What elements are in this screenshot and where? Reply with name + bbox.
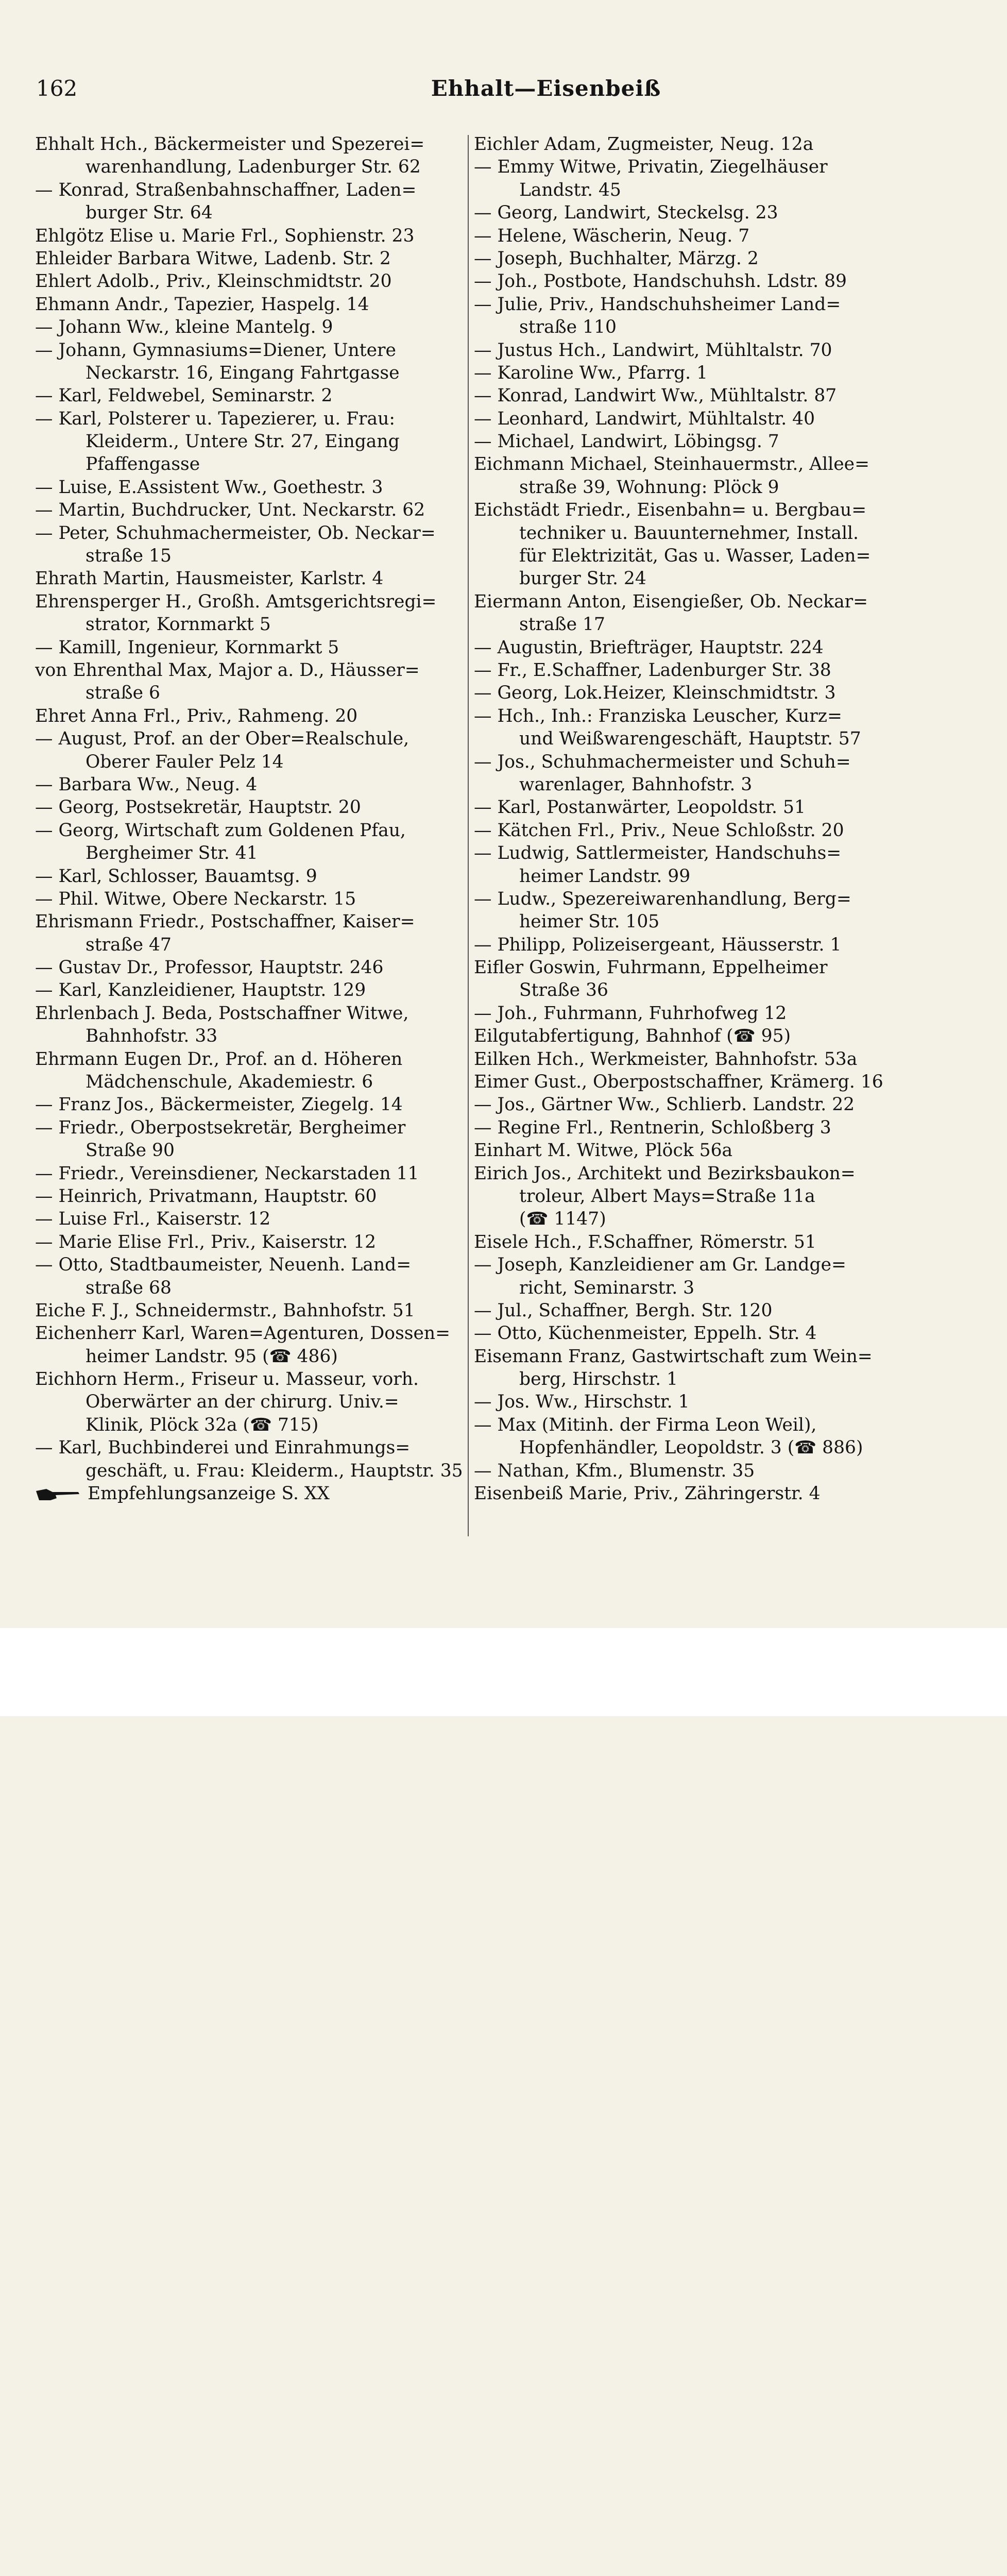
entry-line: Ehlert Adolb., Priv., Kleinschmidtstr. 20 [35,271,392,292]
directory-entry [35,179,467,225]
directory-entry [474,1048,917,1071]
directory-entry [35,316,467,338]
entry-line: — Augustin, Briefträger, Hauptstr. 224 [474,637,824,658]
entry-line: Ehlgötz Elise u. Marie Frl., Sophienstr. 23 [35,225,415,246]
entry-line: Eichler Adam, Zugmeister, Neug. 12a [474,134,814,155]
entry-line: — Nathan, Kfm., Blumenstr. 35 [474,1460,755,1481]
entry-line: — Georg, Landwirt, Steckelsg. 23 [474,202,778,224]
directory-entry [474,1116,917,1139]
directory-entry [35,659,467,705]
entry-line: — Friedr., Oberpostsekretär, Bergheimer [35,1117,406,1138]
directory-entry [474,133,917,156]
entry-line: — Franz Jos., Bäckermeister, Ziegelg. 14 [35,1094,403,1115]
directory-entry [35,590,467,636]
entry-line: Ehrmann Eugen Dr., Prof. an d. Höheren [35,1048,403,1070]
entry-continuation-line: Klinik, Plöck 32a (☎ 715) [86,1414,319,1435]
entry-line: — Jos., Gärtner Ww., Schlierb. Landstr. 22 [474,1094,855,1115]
entry-continuation-line: berg, Hirschstr. 1 [519,1369,678,1390]
directory-entry [35,888,467,910]
entry-continuation-line: burger Str. 24 [519,568,646,589]
page-number: 162 [36,76,78,101]
entry-continuation-line: Oberer Fauler Pelz 14 [86,751,284,772]
entry-line: — Johann Ww., kleine Mantelg. 9 [35,317,333,338]
directory-entry [474,682,917,704]
directory-entry [474,362,917,384]
entry-line: Eisele Hch., F.Schaffner, Römerstr. 51 [474,1231,816,1252]
directory-entry [35,567,467,590]
entry-line: — Joseph, Buchhalter, Märzg. 2 [474,248,759,269]
entry-line: — Max (Mitinh. der Firma Leon Weil), [474,1414,817,1435]
directory-entry [35,865,467,888]
directory-entry [35,796,467,819]
entry-line: — Justus Hch., Landwirt, Mühltalstr. 70 [474,340,832,361]
directory-entry [35,956,467,979]
directory-entry [35,1208,467,1230]
entry-line: Eisenbeiß Marie, Priv., Zähringerstr. 4 [474,1483,821,1504]
entry-line: — Johann, Gymnasiums=Diener, Untere [35,340,396,361]
entry-continuation-line: straße 6 [86,683,161,704]
directory-entry [474,225,917,247]
entry-continuation-line: Landstr. 45 [519,179,621,200]
entry-line: — Jos., Schuhmachermeister und Schuh= [474,751,851,772]
entry-continuation-line: heimer Str. 105 [519,911,660,933]
directory-entry [35,1299,467,1322]
directory-entry [35,225,467,247]
entry-line: — Kätchen Frl., Priv., Neue Schloßstr. 20 [474,820,844,841]
directory-entry [474,819,917,842]
directory-entry [474,1071,917,1093]
directory-entry [474,1025,917,1047]
entry-line: Ehhalt Hch., Bäckermeister und Spezerei= [35,134,425,155]
directory-entry [474,659,917,682]
directory-entry [35,1185,467,1208]
directory-entry [35,1436,467,1482]
directory-entry [35,1048,467,1094]
directory-entry [35,339,467,385]
entry-line: — Konrad, Landwirt Ww., Mühltalstr. 87 [474,385,837,406]
entry-continuation-line: straße 47 [86,934,172,955]
directory-entry [35,247,467,270]
directory-entry [35,1162,467,1185]
entry-line: Eimer Gust., Oberpostschaffner, Krämerg. 16 [474,1072,883,1093]
entry-line: — Otto, Stadtbaumeister, Neuenh. Land= [35,1255,412,1276]
column-divider [468,135,469,1536]
entry-line: — Karl, Buchbinderei und Einrahmungs= [35,1437,411,1459]
directory-entry [474,293,917,339]
entry-line: Eichmann Michael, Steinhauermstr., Allee= [474,454,869,475]
entry-continuation-line: heimer Landstr. 95 (☎ 486) [86,1346,338,1367]
entry-line: — Karl, Postanwärter, Leopoldstr. 51 [474,797,806,818]
entry-continuation-line: straße 110 [519,317,617,338]
directory-entry [35,476,467,499]
directory-entry [35,1231,467,1253]
entry-line: — Georg, Postsekretär, Hauptstr. 20 [35,797,361,818]
directory-entry [35,636,467,659]
entry-continuation-line: (☎ 1147) [519,1209,606,1230]
directory-entry [474,842,917,888]
entry-continuation-line: troleur, Albert Mays=Straße 11a [519,1185,815,1207]
directory-entry [474,270,917,293]
entry-line: Eiche F. J., Schneidermstr., Bahnhofstr. 51 [35,1300,415,1321]
entry-line: — Emmy Witwe, Privatin, Ziegelhäuser [474,157,828,178]
directory-entry [474,1299,917,1322]
directory-entry [35,133,467,179]
entry-line: Einhart M. Witwe, Plöck 56a [474,1140,733,1161]
directory-entry [474,590,917,636]
entry-line: — Otto, Küchenmeister, Eppelh. Str. 4 [474,1323,817,1344]
directory-entry [35,1002,467,1048]
entry-line: Ehrensperger H., Großh. Amtsgerichtsregi= [35,591,437,612]
entry-line: — Friedr., Vereinsdiener, Neckarstaden 11 [35,1163,419,1184]
entry-line: — Philipp, Polizeisergeant, Häusserstr. 1 [474,934,842,955]
entry-line: — Karl, Schlosser, Bauamtsg. 9 [35,866,317,887]
directory-entry [474,247,917,270]
entry-continuation-line: Hopfenhändler, Leopoldstr. 3 (☎ 886) [519,1437,863,1459]
directory-entry [474,339,917,362]
entry-line: — Karl, Polsterer u. Tapezierer, u. Frau: [35,408,395,429]
entry-continuation-line: und Weißwarengeschäft, Hauptstr. 57 [519,728,861,750]
entry-continuation-line: straße 15 [86,546,172,567]
entry-continuation-line: Oberwärter an der chirurg. Univ.= [86,1392,399,1413]
directory-entry [35,979,467,1002]
entry-line: Ehrlenbach J. Beda, Postschaffner Witwe, [35,1003,409,1024]
directory-entry [474,1345,917,1391]
directory-entry [474,156,917,201]
directory-entry [35,408,467,476]
entry-line: — Joh., Fuhrmann, Fuhrhofweg 12 [474,1003,787,1024]
entry-line: — Barbara Ww., Neug. 4 [35,774,258,795]
entry-line: — Regine Frl., Rentnerin, Schloßberg 3 [474,1117,831,1138]
entry-line: Eichenherr Karl, Waren=Agenturen, Dossen= [35,1323,451,1344]
entry-line: — Heinrich, Privatmann, Hauptstr. 60 [35,1185,377,1207]
directory-entry [474,499,917,590]
right-column [474,133,917,1505]
entry-continuation-line: warenhandlung, Ladenburger Str. 62 [86,157,421,178]
entry-continuation-line: geschäft, u. Frau: Kleiderm., Hauptstr. 35 [86,1460,463,1481]
entry-line: — Kamill, Ingenieur, Kornmarkt 5 [35,637,339,658]
entry-continuation-line: Kleiderm., Untere Str. 27, Eingang [86,431,400,452]
directory-entry [474,1460,917,1482]
advertisement-reference [35,1482,467,1505]
entry-continuation-line: Bahnhofstr. 33 [86,1026,218,1047]
entry-line: — Helene, Wäscherin, Neug. 7 [474,225,750,246]
directory-entry [474,1391,917,1413]
entry-line: — Ludwig, Sattlermeister, Handschuhs= [474,843,842,864]
entry-line: — Julie, Priv., Handschuhsheimer Land= [474,294,841,315]
entry-line: — Georg, Lok.Heizer, Kleinschmidtstr. 3 [474,683,836,704]
entry-line: — Luise Frl., Kaiserstr. 12 [35,1209,271,1230]
entry-line: — Leonhard, Landwirt, Mühltalstr. 40 [474,408,815,429]
entry-line: — Karl, Kanzleidiener, Hauptstr. 129 [35,980,366,1001]
entry-continuation-line: für Elektrizität, Gas u. Wasser, Laden= [519,546,871,567]
directory-entry [474,1139,917,1162]
entry-line: — August, Prof. an der Ober=Realschule, [35,728,409,750]
directory-entry [35,910,467,956]
directory-entry [474,384,917,407]
entry-continuation-line: heimer Landstr. 99 [519,866,691,887]
entry-continuation-line: strator, Kornmarkt 5 [86,614,271,635]
entry-line: Eiermann Anton, Eisengießer, Ob. Neckar= [474,591,868,612]
page-footer [0,1628,1007,1716]
entry-line: Ehrismann Friedr., Postschaffner, Kaiser= [35,911,415,933]
entry-continuation-line: techniker u. Bauunternehmer, Install. [519,522,859,544]
entry-line: Eichhorn Herm., Friseur u. Masseur, vorh. [35,1369,419,1390]
directory-entry [474,1322,917,1345]
directory-entry [35,293,467,316]
entry-line: — Karl, Feldwebel, Seminarstr. 2 [35,385,333,406]
entry-line: Ehleider Barbara Witwe, Ladenb. Str. 2 [35,248,391,269]
directory-entry [35,1322,467,1368]
entry-line: Eichstädt Friedr., Eisenbahn= u. Bergbau= [474,500,867,521]
directory-entry [35,1253,467,1299]
directory-entry [35,727,467,773]
directory-entry [35,705,467,727]
entry-line: — Phil. Witwe, Obere Neckarstr. 15 [35,888,356,909]
left-column [35,133,467,1505]
directory-entry [474,1093,917,1116]
directory-entry [474,934,917,956]
entry-line: — Konrad, Straßenbahnschaffner, Laden= [35,179,417,200]
entry-continuation-line: warenlager, Bahnhofstr. 3 [519,774,753,795]
entry-line: — Ludw., Spezereiwarenhandlung, Berg= [474,888,851,909]
entry-continuation-line: straße 39, Wohnung: Plöck 9 [519,477,779,498]
entry-continuation-line: Straße 90 [86,1140,175,1161]
directory-entry [35,522,467,568]
directory-entry [474,1162,917,1231]
pointing-hand-icon [35,1487,80,1502]
directory-entry [474,201,917,224]
entry-line: — Georg, Wirtschaft zum Goldenen Pfau, [35,820,406,841]
directory-entry [474,1482,917,1505]
entry-continuation-line: richt, Seminarstr. 3 [519,1277,695,1298]
entry-line: — Fr., E.Schaffner, Ladenburger Str. 38 [474,659,831,681]
directory-entry [35,499,467,521]
entry-line: — Joseph, Kanzleidiener am Gr. Landge= [474,1255,846,1276]
directory-entry [474,796,917,819]
entry-line: — Jos. Ww., Hirschstr. 1 [474,1392,690,1413]
advertisement-reference-text: Empfehlungsanzeige S. XX [88,1483,330,1504]
directory-entry [35,384,467,407]
directory-entry [474,1253,917,1299]
entry-line: — Martin, Buchdrucker, Unt. Neckarstr. 62 [35,500,425,521]
directory-entry [35,1116,467,1162]
entry-continuation-line: straße 17 [519,614,605,635]
entry-line: — Karoline Ww., Pfarrg. 1 [474,362,708,383]
directory-entry [474,1231,917,1253]
entry-continuation-line: Straße 36 [519,980,608,1001]
entry-line: von Ehrenthal Max, Major a. D., Häusser= [35,659,420,681]
entry-continuation-line: Pfaffengasse [86,454,200,475]
entry-line: — Jul., Schaffner, Bergh. Str. 120 [474,1300,773,1321]
directory-entry [35,270,467,293]
directory-entry [474,430,917,453]
directory-entry [35,773,467,796]
entry-continuation-line: Mädchenschule, Akademiestr. 6 [86,1072,373,1093]
entry-line: Ehret Anna Frl., Priv., Rahmeng. 20 [35,705,358,726]
directory-entry [474,956,917,1002]
running-title: Ehhalt—Eisenbeiß [431,76,661,101]
directory-entry [474,1002,917,1025]
entry-continuation-line: Bergheimer Str. 41 [86,843,258,864]
entry-line: — Peter, Schuhmachermeister, Ob. Neckar= [35,522,436,544]
directory-entry [474,705,917,751]
entry-line: — Luise, E.Assistent Ww., Goethestr. 3 [35,477,383,498]
directory-entry [474,408,917,430]
directory-entry [474,636,917,659]
entry-continuation-line: burger Str. 64 [86,202,213,224]
directory-entry [474,888,917,934]
entry-line: — Hch., Inh.: Franziska Leuscher, Kurz= [474,705,842,726]
entry-line: Ehmann Andr., Tapezier, Haspelg. 14 [35,294,369,315]
entry-line: — Marie Elise Frl., Priv., Kaiserstr. 12 [35,1231,377,1252]
entry-line: — Michael, Landwirt, Löbingsg. 7 [474,431,779,452]
directory-entry [35,1093,467,1116]
entry-line: Eilken Hch., Werkmeister, Bahnhofstr. 53a [474,1048,858,1070]
entry-line: — Joh., Postbote, Handschuhsh. Ldstr. 89 [474,271,847,292]
directory-entry [474,453,917,499]
entry-line: Ehrath Martin, Hausmeister, Karlstr. 4 [35,568,384,589]
directory-entry [474,751,917,796]
entry-line: Eisemann Franz, Gastwirtschaft zum Wein= [474,1346,873,1367]
entry-continuation-line: Neckarstr. 16, Eingang Fahrtgasse [86,362,400,383]
directory-entry [35,1368,467,1436]
entry-continuation-line: straße 68 [86,1277,172,1298]
entry-line: — Gustav Dr., Professor, Hauptstr. 246 [35,957,384,978]
directory-entry [35,819,467,865]
advertisement-reference-line [35,1482,467,1505]
entry-line: Eirich Jos., Architekt und Bezirksbaukon= [474,1163,856,1184]
entry-line: Eilgutabfertigung, Bahnhof (☎ 95) [474,1026,791,1047]
directory-entry [474,1414,917,1460]
entry-line: Eifler Goswin, Fuhrmann, Eppelheimer [474,957,828,978]
